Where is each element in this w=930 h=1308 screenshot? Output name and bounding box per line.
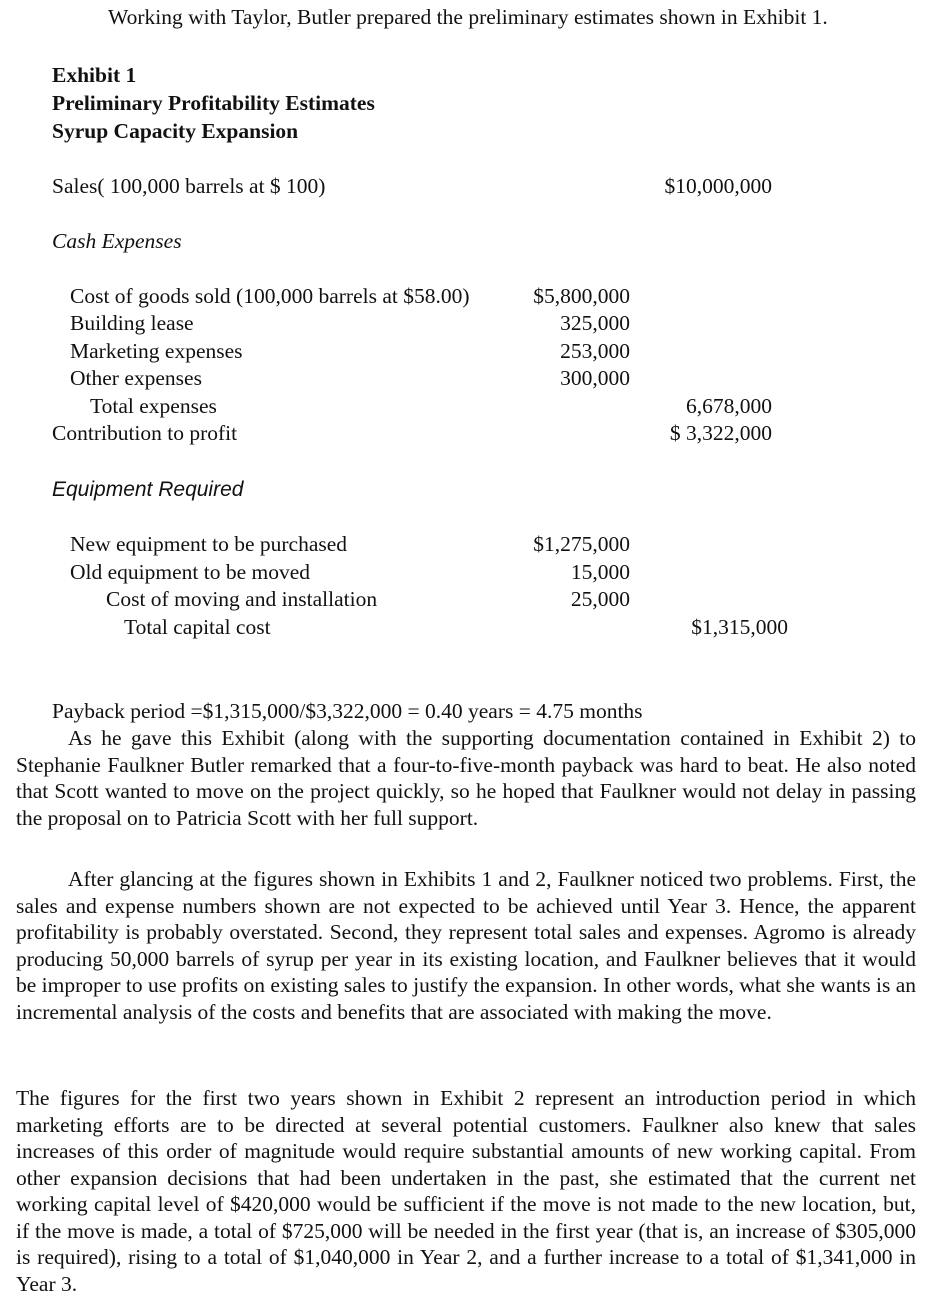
- cash-expenses-heading: Cash Expenses: [52, 229, 182, 253]
- paragraph: [16, 1085, 916, 1297]
- paragraph-text: The figures for the first two years shown in Exhibit 2 represent an introduction period in which marketing efforts are to be directed at several potential customers. Faulkner also knew that sales increases of this order of magnitude would require substantial amounts of new working capital. From other expansion decisions that had been undertaken in the past, she estimated that the current net working capital level of $420,000 would be sufficient if the move is not made to the new location, but, if the move is made, a total of $725,000 will be needed in the first year (that is, an increase of $305,000 is required), rising to a total of $1,040,000 in Year 2, and a further increase to a total of $1,341,000 in Year 3.: [16, 1086, 916, 1296]
- expense-label: Building lease: [70, 311, 194, 335]
- payback-line: Payback period =$1,315,000/$3,322,000 = 0.40 years = 4.75 months: [52, 699, 643, 723]
- paragraph-text: After glancing at the figures shown in Exhibits 1 and 2, Faulkner noticed two problems. First, the sales and expense numbers shown are not expected to be achieved until Year 3. Hence, the apparent profitability is probably overstated. Second, they represent total sales and expenses. Agromo is already producing 50,000 barrels of syrup per year in its existing location, and Faulkner believes that it would be improper to use profits on existing sales to justify the expansion. In other words, what she wants is an incremental analysis of the costs and benefits that are associated with making the move.: [16, 867, 916, 1024]
- total-expenses-label: Total expenses: [90, 394, 217, 418]
- expense-value: $5,800,000: [533, 284, 630, 308]
- expense-value: 253,000: [560, 339, 630, 363]
- contribution-label: Contribution to profit: [52, 421, 238, 445]
- paragraph-text: As he gave this Exhibit (along with the supporting documentation contained in Exhibit 2) to Stephanie Faulkner Butler remarked that a four-to-five-month payback was hard to beat. He also noted that Scott wanted to move on the project quickly, so he hoped that Faulkner would not delay in passing the proposal on to Patricia Scott with her full support.: [16, 726, 916, 830]
- total-capital-value: $1,315,000: [691, 615, 788, 639]
- exhibit-subtitle: Syrup Capacity Expansion: [52, 119, 299, 143]
- sales-label: Sales( 100,000 barrels at $ 100): [52, 174, 326, 198]
- total-expenses-value: 6,678,000: [686, 394, 772, 418]
- exhibit-title: Preliminary Profitability Estimates: [52, 91, 375, 115]
- intro-line: Working with Taylor, Butler prepared the preliminary estimates shown in Exhibit 1.: [108, 5, 828, 29]
- expense-value: 325,000: [560, 311, 630, 335]
- contribution-value: $ 3,322,000: [669, 421, 772, 445]
- equipment-value: 15,000: [570, 560, 630, 584]
- equipment-value: 25,000: [570, 587, 630, 611]
- paragraph: [16, 866, 916, 1025]
- equipment-value: $1,275,000: [533, 532, 630, 556]
- exhibit-label: Exhibit 1: [52, 63, 137, 87]
- equipment-heading: Equipment Required: [52, 478, 244, 501]
- sales-value: $10,000,000: [664, 174, 772, 198]
- equipment-label: New equipment to be purchased: [70, 532, 348, 556]
- expense-value: 300,000: [560, 366, 630, 390]
- paragraph: [16, 725, 916, 831]
- equipment-label: Old equipment to be moved: [70, 560, 311, 584]
- equipment-label: Cost of moving and installation: [106, 587, 378, 611]
- expense-label: Marketing expenses: [70, 339, 243, 363]
- expense-label: Other expenses: [70, 366, 202, 390]
- total-capital-label: Total capital cost: [124, 615, 271, 639]
- expense-label: Cost of goods sold (100,000 barrels at $58.00): [70, 284, 470, 308]
